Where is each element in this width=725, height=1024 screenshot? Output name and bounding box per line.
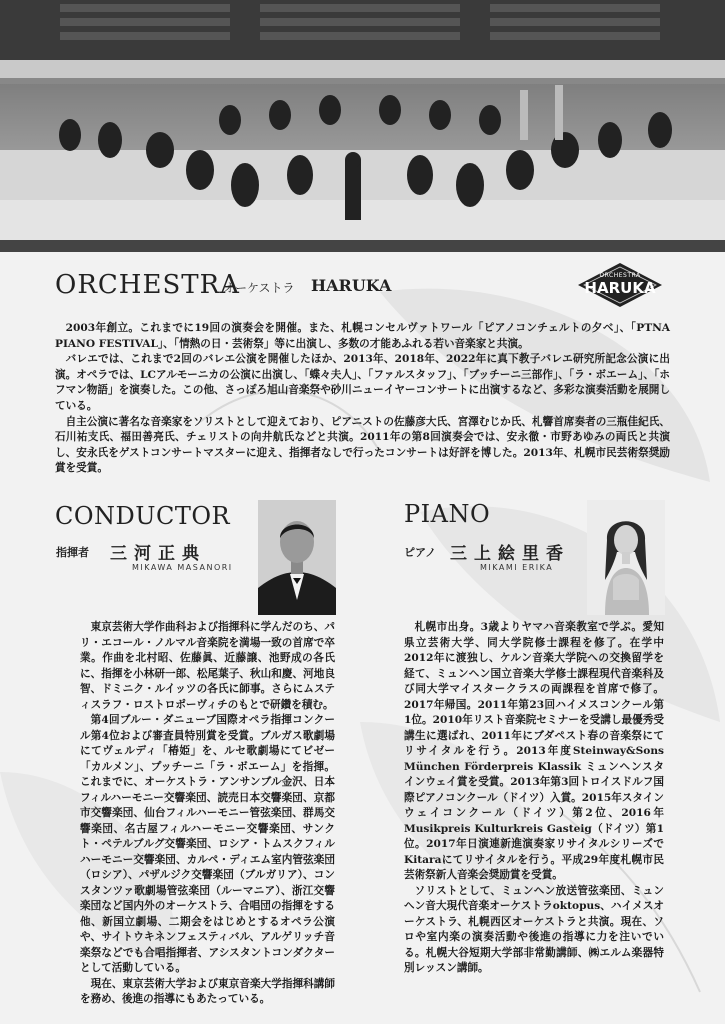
pianist-portrait: [587, 500, 665, 615]
orchestra-header: [55, 268, 615, 308]
orchestra-name: HARUKA: [311, 276, 392, 295]
orchestra-paragraph: バレエでは、これまで2回のバレエ公演を開催したほか、2013年、2018年、2022年に真下教子バレエ研究所記念公演に出演。オペラでは、LCアルモーニカの公演に出演し、「蝶々夫人」、「ファルスタッフ」、「ブッチーニ三部作」、「ラ・ボエーム」、「ホフマン物語」を演奏した。この他、さっぽろ旭山音楽祭や砂川ニューイヤーコンサートに出演するなど、多彩な演奏活動を展開している。: [55, 353, 670, 412]
conductor-title: CONDUCTOR: [55, 502, 231, 530]
conductor-bio: [80, 620, 335, 1008]
logo-top-text: ORCHESTRA: [599, 272, 641, 279]
piano-paragraph: 札幌市出身。3歳よりヤマハ音楽教室で学ぶ。愛知県立芸術大学、同大学院修士課程を修了。在学中2012年に渡独し、ケルン音楽大学院への交換留学を経て、ミュンヘン国立音楽大学修士課程現代音楽科及び同大学マイスタークラスの両課程を首席で修了。2017年帰国。2011年第23回ハイメスコンクール第1位。2010年リスト音楽院セミナーを受講し最優秀受講生に選ばれ、2011年にブダペスト春の音楽祭にてリサイタルを行う。2013年度Steinway&Sons München Förderpreis Klassik ミュンヘンスタインウェイ賞を受賞。2013年第3回トロイスドルフ国際ピアノコンクール（ドイツ）入賞。2015年スタインウェイコンクール（ドイツ）第2位、2016年Musikpreis Kulturkreis Gasteig（ドイツ）第1位。2017年日演連新進演奏家リサイタルシリーズでKitaraにてリサイタルを行う。平成29年度札幌市民芸術祭新人音楽会奨励賞を受賞。: [404, 621, 665, 881]
conductor-name-jp: 三河正典: [110, 544, 206, 564]
orchestra-paragraph: 自主公演に著名な音楽家をソリストとして迎えており、ピアニストの佐藤彦大氏、宮澤むじか氏、札響首席奏者の三瓶佳紀氏、石川祐支氏、福田善亮氏、チェリストの向井航氏などと共演。2011年の第8回演奏会では、安永徹・市野あゆみの両氏と共演し、安永氏をゲストコンサートマスターに迎え、指揮者なしで行ったコンサートは好評を博した。2013年、札幌市民芸術祭奨励賞を受賞。: [55, 415, 670, 475]
piano-name-romaji: MIKAMI ERIKA: [480, 563, 554, 572]
piano-name-jp: 三上絵里香: [450, 544, 570, 564]
piano-title: PIANO: [404, 500, 491, 528]
conductor-paragraph: 東京芸術大学作曲科および指揮科に学んだのち、パリ・エコール・ノルマル音楽院を満場一致の首席で卒業。作曲を北村昭、佐藤眞、近藤譲、池野成の各氏に、指揮を小林研一郎、松尾葉子、秋山和慶、河地良智、ドミニク・ルイッツの各氏に師事。さらにムスティスラフ・ロストロポーヴィチのもとで研鑽を積む。: [80, 621, 335, 711]
conductor-role: 指揮者: [56, 546, 89, 559]
conductor-portrait: [258, 500, 336, 615]
piano-role: ピアノ: [404, 546, 437, 559]
conductor-paragraph: 現在、東京芸術大学および東京音楽大学指揮科講師を務め、後進の指導にもあたっている。: [80, 977, 335, 1005]
orchestra-title: ORCHESTRA: [55, 270, 240, 300]
orchestra-paragraph: 2003年創立。これまでに19回の演奏会を開催。また、札幌コンセルヴァトワール「ピアノコンチェルトの夕べ」、「PTNA PIANO FESTIVAL」、「情熱の日・芸術祭」等に出演し、多数の才能あふれる若い音楽家と共演。: [55, 322, 670, 350]
haruka-logo: [576, 262, 664, 308]
orchestra-subtitle: オーケストラ: [223, 281, 295, 295]
orchestra-photo: [0, 0, 725, 252]
conductor-name-romaji: MIKAWA MASANORI: [132, 563, 233, 572]
logo-main-text: HARUKA: [584, 279, 656, 297]
piano-paragraph: ソリストとして、ミュンヘン放送管弦楽団、ミュンヘン音大現代音楽オーケストラoktopus、ハイメスオーケストラ、札幌西区オーケストラと共演。現在、ソロや室内楽の演奏活動や後進の指導に力を注いでいる。札幌大谷短期大学部非常勤講師、㈱エルム楽器特別レッスン講師。: [404, 884, 664, 974]
conductor-paragraph: 第4回ブルー・ダニューブ国際オペラ指揮コンクール第4位および審査員特別賞を受賞。ブルガス歌劇場にてヴェルディ「椿姫」を、ルセ歌劇場にてビゼー「カルメン」、プッチーニ「ラ・ボエーム」を指揮。これまでに、オーケストラ・アンサンブル金沢、日本フィルハーモニー交響楽団、読売日本交響楽団、京都市交響楽団、仙台フィルハーモニー管弦楽団、群馬交響楽団、名古屋フィルハーモニー交響楽団、サンクト・ペテルブルグ交響楽団、ロシア・トムスクフィルハーモニー交響楽団、カルペ・ディエム室内管弦楽団（ロシア）、パザルジク交響楽団（ブルガリア）、コンスタンツァ歌劇場管弦楽団（ルーマニア）、浙江交響楽団など国内外のオーケストラ、合唱団の指揮をする他、新国立劇場、二期会をはじめとするオペラ公演や、サイトウキネンフェスティバル、アルゲリッチ音楽祭などでも合唱指揮者、アシスタントコンダクターとして活動している。: [80, 714, 335, 974]
piano-bio: [404, 620, 664, 977]
orchestra-bio: [55, 321, 670, 477]
